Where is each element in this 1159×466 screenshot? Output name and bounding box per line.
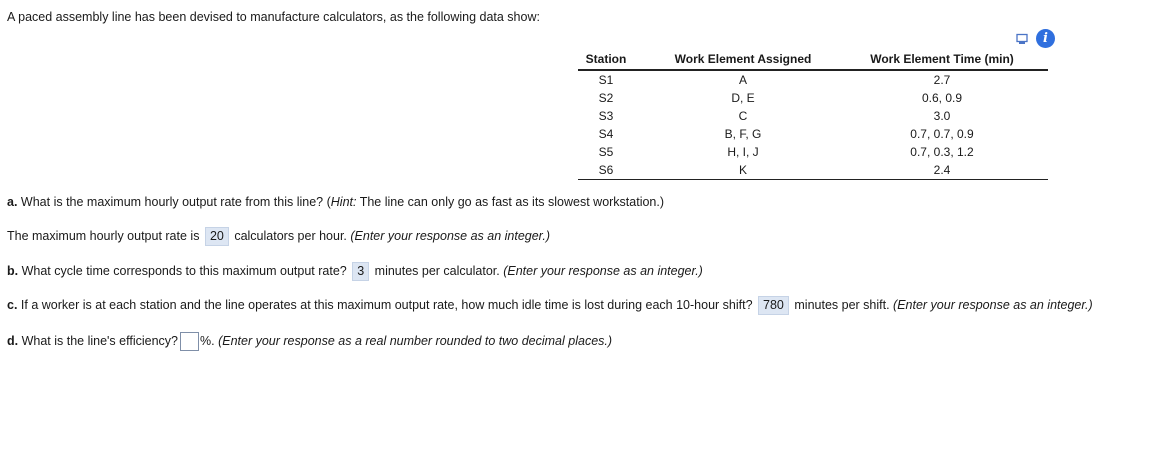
question-prefix: d. [7, 333, 19, 348]
station-cell: S5 [598, 145, 614, 159]
element-cell: D, E [731, 91, 755, 105]
hint-text: The line can only go as fast as its slowest workstation.) [356, 195, 665, 209]
table-row [578, 161, 1048, 180]
answer-lead-text: The maximum hourly output rate is [7, 229, 200, 243]
question-b [7, 262, 703, 281]
time-cell: 2.4 [862, 161, 1022, 180]
answer-instruction: (Enter your response as an integer.) [503, 264, 703, 278]
element-cell: B, F, G [724, 127, 762, 141]
intro-text: A paced assembly line has been devised to manufacture calculators, as the following data show: [7, 10, 540, 24]
answer-field-cycle-time[interactable]: 3 [352, 262, 369, 281]
time-cell: 2.7 [933, 73, 951, 87]
station-cell: S3 [598, 109, 614, 123]
question-text: What is the line's efficiency? [21, 333, 178, 348]
question-text: If a worker is at each station and the line operates at this maximum output rate, how much idle time is lost during each 10-hour shift? [20, 298, 753, 312]
answer-field-max-output[interactable]: 20 [205, 227, 229, 246]
station-cell: S6 [578, 161, 634, 180]
question-text: What cycle time corresponds to this maximum output rate? [21, 264, 347, 278]
time-cell: 0.7, 0.3, 1.2 [910, 145, 974, 159]
question-c [7, 296, 1093, 315]
table-row [578, 125, 1048, 143]
answer-instruction: (Enter your response as a real number rounded to two decimal places.) [218, 333, 613, 348]
question-a [7, 195, 664, 209]
answer-instruction: (Enter your response as an integer.) [350, 229, 551, 243]
answer-field-efficiency[interactable] [180, 332, 199, 351]
question-d [7, 332, 612, 351]
element-cell: H, I, J [727, 145, 759, 159]
hint-label: Hint: [330, 195, 357, 209]
answer-unit-text: calculators per hour. [234, 229, 347, 243]
print-icon[interactable] [1016, 33, 1028, 45]
element-cell: A [738, 73, 747, 87]
answer-a [7, 227, 550, 246]
top-icons [1016, 29, 1055, 48]
element-cell: C [738, 109, 748, 123]
answer-unit-text: %. [200, 333, 215, 348]
station-table [578, 50, 1048, 180]
question-prefix: b. [7, 264, 19, 278]
element-cell: K [654, 161, 832, 180]
table-row [578, 89, 1048, 107]
question-prefix: c. [7, 298, 18, 312]
table-row [578, 143, 1048, 161]
answer-instruction: (Enter your response as an integer.) [893, 298, 1093, 312]
time-cell: 3.0 [933, 109, 951, 123]
question-prefix: a. [7, 195, 18, 209]
station-cell: S4 [598, 127, 614, 141]
info-icon[interactable]: i [1036, 29, 1055, 48]
table-row [578, 70, 1048, 89]
station-cell: S1 [598, 73, 614, 87]
time-cell: 0.6, 0.9 [921, 91, 963, 105]
header-work-element: Work Element Assigned [654, 50, 832, 70]
header-station: Station [578, 50, 634, 70]
station-cell: S2 [598, 91, 614, 105]
time-cell: 0.7, 0.7, 0.9 [910, 127, 974, 141]
answer-unit-text: minutes per shift. [794, 298, 890, 312]
question-text: What is the maximum hourly output rate from this line? ( [20, 195, 331, 209]
answer-field-idle-time[interactable]: 780 [758, 296, 789, 315]
table-header-row [578, 50, 1048, 70]
answer-unit-text: minutes per calculator. [374, 264, 500, 278]
header-work-time: Work Element Time (min) [862, 50, 1022, 70]
table-row [578, 107, 1048, 125]
